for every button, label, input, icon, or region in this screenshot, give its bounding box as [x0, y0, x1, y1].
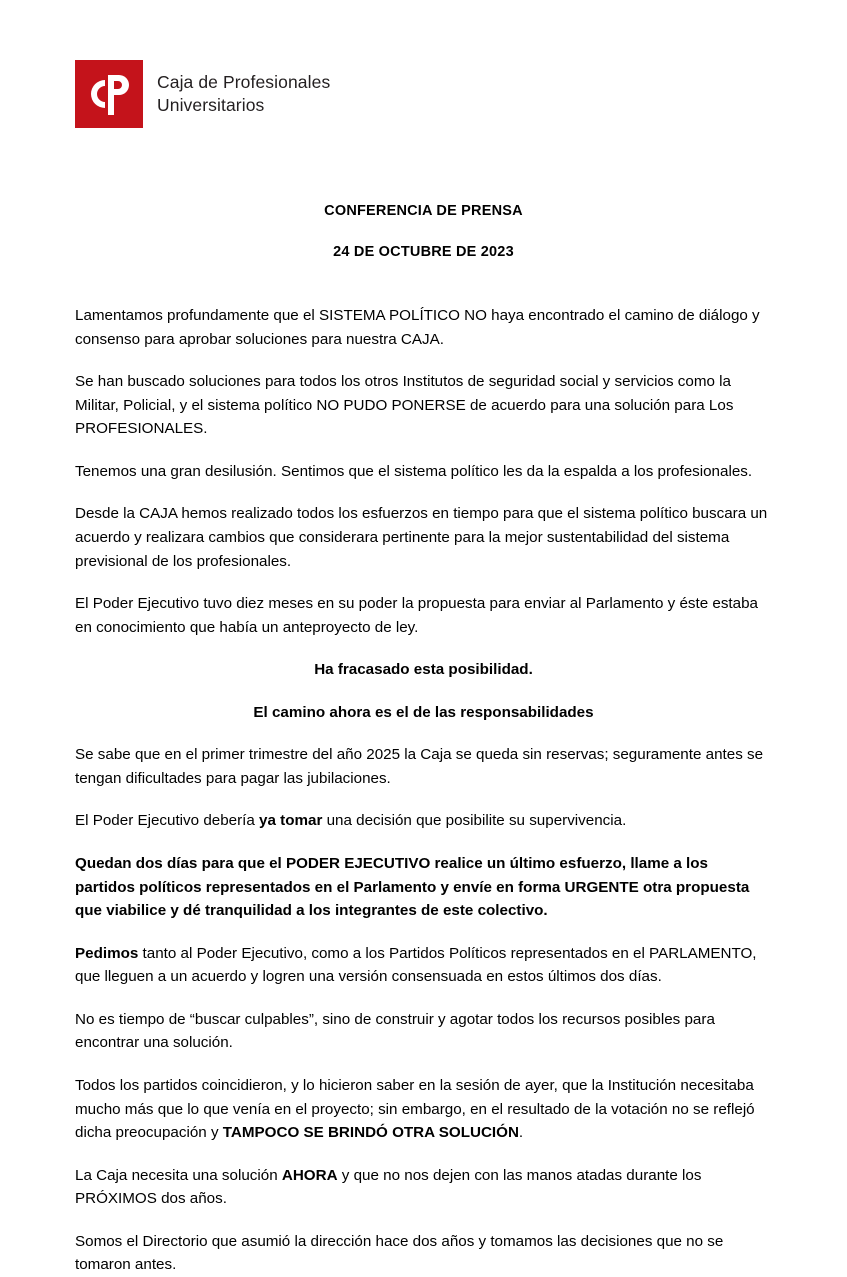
centered-statement-1: Ha fracasado esta posibilidad.: [314, 661, 533, 679]
paragraph-12-part-1: La Caja necesita una solución: [75, 1166, 282, 1184]
paragraph-9-part-2: tanto al Poder Ejecutivo, como a los Partidos Políticos representados en el PARLAMENTO, que lleguen a un acuerdo y logren una versión consensuada en estos últimos dos días.: [75, 944, 757, 986]
paragraph-8: Quedan dos días para que el PODER EJECUTIVO realice un último esfuerzo, llame a los partidos políticos representados en el Parlamento y envíe en forma URGENTE otra propuesta que viabilice y dé tranquilidad a los integrantes de este colectivo.: [75, 855, 750, 920]
paragraph-11-part-1: Todos los partidos coincidieron, y lo hicieron saber en la sesión de ayer, que la Institución necesitaba mucho más que lo que venía en el proyecto; sin embargo, en el resultado de la votación no se reflejó dicha preocupación y: [75, 1076, 755, 1142]
logo-line-1: Caja de Profesionales: [157, 71, 331, 92]
paragraph-7-emphasis: ya tomar: [259, 812, 323, 830]
paragraph-4: Desde la CAJA hemos realizado todos los esfuerzos en tiempo para que el sistema político buscara un acuerdo y realizara cambios que considerara pertinente para la mejor sustentabilidad del sistema previsional de los profesionales.: [75, 505, 768, 570]
paragraph-12: [75, 1164, 772, 1211]
paragraph-9: [75, 942, 772, 989]
paragraph-7-part-2: una decisión que posibilite su supervivencia.: [322, 812, 627, 830]
centered-statement-2: El camino ahora es el de las responsabilidades: [253, 703, 594, 721]
document-body: [75, 304, 772, 1277]
logo-wordmark: [157, 71, 330, 117]
paragraph-9-emphasis: Pedimos: [75, 944, 139, 962]
paragraph-1: Lamentamos profundamente que el SISTEMA POLÍTICO NO haya encontrado el camino de diálogo y consenso para aprobar soluciones para nuestra CAJA.: [75, 307, 760, 348]
paragraph-5: El Poder Ejecutivo tuvo diez meses en su poder la propuesta para enviar al Parlamento y éste estaba en conocimiento que había un anteproyecto de ley.: [75, 595, 758, 636]
paragraph-12-part-2: y que no nos dejen con las manos atadas durante los PRÓXIMOS dos años.: [75, 1166, 702, 1208]
paragraph-12-emphasis: AHORA: [281, 1166, 338, 1184]
paragraph-10: No es tiempo de “buscar culpables”, sino de construir y agotar todos los recursos posibles para encontrar una solución.: [75, 1010, 715, 1052]
logo-line-2: Universitarios: [157, 95, 265, 115]
document-title: CONFERENCIA DE PRENSA: [324, 203, 523, 219]
caja-logo-icon: [75, 60, 143, 128]
paragraph-11-emphasis: TAMPOCO SE BRINDÓ OTRA SOLUCIÓN: [222, 1124, 519, 1142]
paragraph-6: Se sabe que en el primer trimestre del año 2025 la Caja se queda sin reservas; seguramente antes se tengan dificultades para pagar las jubilaciones.: [75, 746, 764, 787]
letterhead: [75, 58, 772, 130]
paragraph-3: Tenemos una gran desilusión. Sentimos que el sistema político les da la espalda a los profesionales.: [75, 462, 753, 480]
document-date: 24 DE OCTUBRE DE 2023: [333, 244, 514, 260]
paragraph-7: [75, 809, 772, 833]
paragraph-13: Somos el Directorio que asumió la dirección hace dos años y tomamos las decisiones que no se tomaron antes.: [75, 1232, 724, 1274]
paragraph-11-part-2: .: [518, 1124, 524, 1142]
paragraph-11: [75, 1074, 772, 1145]
paragraph-2: Se han buscado soluciones para todos los otros Institutos de seguridad social y servicios como la Militar, Policial, y el sistema político NO PUDO PONERSE de acuerdo para una solución para Los PROFESIONALES.: [75, 373, 734, 438]
paragraph-7-part-1: El Poder Ejecutivo debería: [75, 812, 260, 830]
